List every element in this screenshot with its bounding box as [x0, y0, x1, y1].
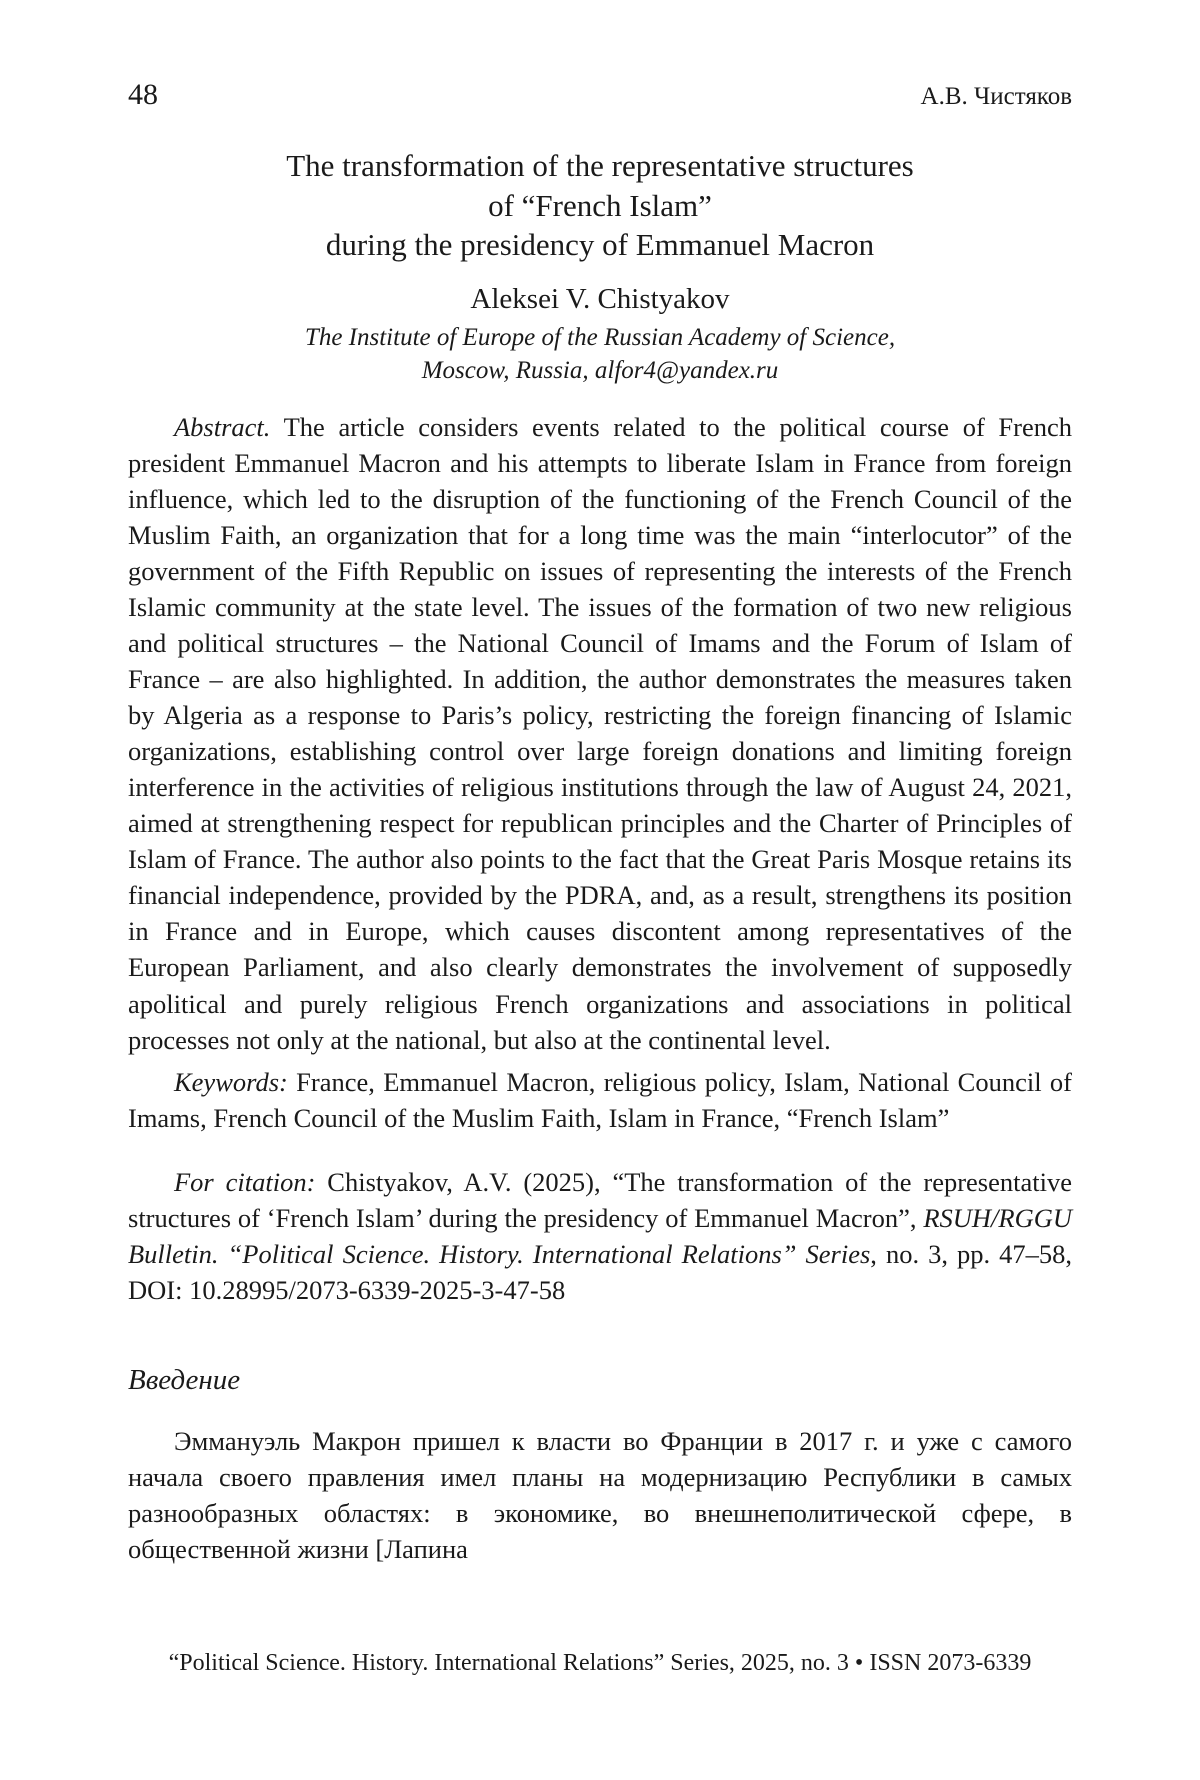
- running-head: [128, 78, 1072, 112]
- title-line-2: of “French Islam”: [488, 187, 712, 223]
- citation-label: For citation:: [174, 1166, 316, 1197]
- page-number: 48: [128, 78, 158, 111]
- citation-journal: RSUH/RGGU Bulletin. “Political Science. History. International Relations” Series: [128, 1202, 1072, 1269]
- keywords-label: Keywords:: [174, 1066, 288, 1097]
- abstract-text: The article considers events related to the political course of French president Emmanuel Macron and his attempts to liberate Islam in France from foreign influence, which led to the disruption of the functioning of the French Council of the Muslim Faith, an organization that for a long time was the main “interlocutor” of the government of the Fifth Republic on issues of representing the interests of the French Islamic community at the state level. The issues of the formation of two new religious and political structures – the National Council of Imams and the Forum of Islam of France – are also highlighted. In addition, the author demonstrates the measures taken by Algeria as a response to Paris’s policy, restricting the foreign financing of Islamic organizations, establishing control over large foreign donations and limiting foreign interference in the activities of religious institutions through the law of August 24, 2021, aimed at strengthening respect for republican principles and the Charter of Principles of Islam of France. The author also points to the fact that the Great Paris Mosque retains its financial independence, provided by the PDRA, and, as a result, strengthens its position in France and in Europe, which causes discontent among representatives of the European Parliament, and also clearly demonstrates the involvement of supposedly apolitical and purely religious French organizations and associations in political processes not only at the national, but also at the continental level.: [128, 412, 1072, 1055]
- page-footer: “Political Science. History. International Relations” Series, 2025, no. 3 • ISSN 2073-6339: [168, 1650, 1032, 1676]
- keywords-text: France, Emmanuel Macron, religious policy, Islam, National Council of Imams, French Council of the Muslim Faith, Islam in France, “French Islam”: [128, 1066, 1072, 1133]
- article-title: [128, 146, 1072, 265]
- citation-text-1: Chistyakov, A.V. (2025), “The transformation of the representative structures of ‘French Islam’ during the presidency of Emmanuel Macron”,: [128, 1166, 1072, 1233]
- abstract-label: Abstract.: [174, 412, 271, 443]
- title-line-3: during the presidency of Emmanuel Macron: [325, 227, 875, 263]
- article-author: Aleksei V. Chistyakov: [470, 283, 730, 316]
- affiliation-line-2: Moscow, Russia, alfor4@yandex.ru: [421, 356, 779, 384]
- page-content: [128, 78, 1072, 1567]
- author-affiliation: [128, 322, 1072, 387]
- title-line-1: The transformation of the representative structures: [286, 148, 914, 183]
- affiliation-line-1: The Institute of Europe of the Russian Academy of Science,: [304, 324, 896, 352]
- keywords-paragraph: [128, 1064, 1072, 1136]
- citation-text-2: , no. 3, pp. 47–58, DOI: 10.28995/2073-6339-2025-3-47-58: [128, 1238, 1073, 1305]
- running-head-author: А.В. Чистяков: [920, 83, 1072, 110]
- citation-paragraph: [128, 1164, 1072, 1308]
- abstract-paragraph: [128, 409, 1072, 1058]
- introduction-paragraph: Эммануэль Макрон пришел к власти во Франции в 2017 г. и уже с самого начала своего правления имел планы на модернизацию Республики в самых разнообразных областях: в экономике, во внешнеполитической сфере, в общественной жизни [Лапина: [128, 1425, 1072, 1564]
- section-heading-introduction: Введение: [128, 1363, 241, 1396]
